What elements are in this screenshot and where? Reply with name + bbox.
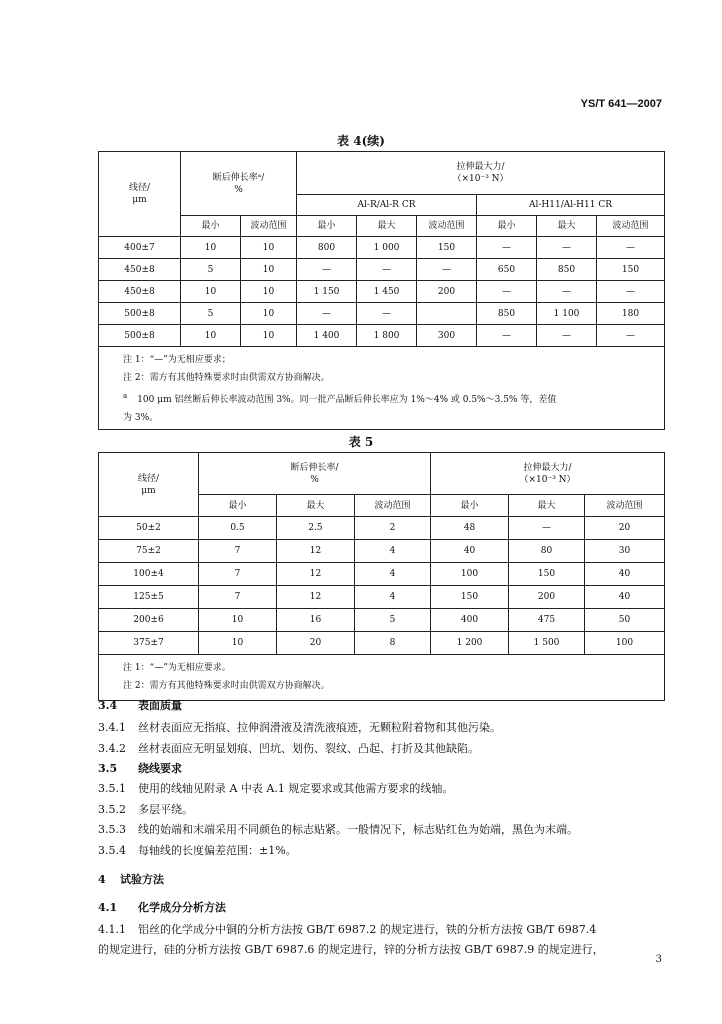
table-5: [98, 452, 665, 701]
table-cell: 5: [355, 609, 431, 632]
table-cell: 48: [431, 517, 509, 540]
table-cell: 200±6: [99, 609, 199, 632]
table-cell: 7: [199, 563, 277, 586]
section-4-heading: 4 试验方法: [98, 873, 164, 886]
col-label: 波动范围: [597, 216, 665, 237]
footnote-a-cont: 为 3%。: [123, 413, 159, 423]
table-row: [99, 563, 665, 586]
table-cell: 180: [597, 303, 665, 325]
table4-notes: [99, 347, 665, 430]
table-cell: 100: [585, 632, 665, 655]
clause-4-1-1: 4.1.1 铝丝的化学成分中铜的分析方法按 GB/T 6987.2 的规定进行，铁的分析方法按 GB/T 6987.4: [98, 923, 597, 936]
table-cell: 5: [181, 303, 241, 325]
table-cell: 300: [417, 325, 477, 347]
table-cell: —: [597, 281, 665, 303]
table-cell: 200: [417, 281, 477, 303]
section-3-4-heading: 3.4 表面质量: [98, 699, 182, 712]
clause-4-1-1-cont: 的规定进行，硅的分析方法按 GB/T 6987.6 的规定进行，锌的分析方法按 GB/T 6987.9 的规定进行，: [98, 943, 604, 956]
table-cell: 0.5: [199, 517, 277, 540]
table-cell: 50±2: [99, 517, 199, 540]
table-cell: 4: [355, 540, 431, 563]
page-number: 3: [655, 954, 662, 965]
footnote-a: $^a$ 100 μm 铝丝断后伸长率波动范围 3%。同一批产品断后伸长率应为 1%～4% 或 0.5%～3.5% 等，差值: [123, 392, 557, 405]
table-cell: 850: [537, 259, 597, 281]
table-cell: 5: [181, 259, 241, 281]
table-cell: 16: [277, 609, 355, 632]
col-header-elongation: 断后伸长率/ %: [199, 453, 431, 495]
col-label: 最小: [297, 216, 357, 237]
table-cell: 400: [431, 609, 509, 632]
table-cell: —: [537, 237, 597, 259]
table-cell: 20: [277, 632, 355, 655]
standard-code: YS/T 641—2007: [580, 98, 662, 110]
table-cell: 1 450: [357, 281, 417, 303]
table-cell: 1 800: [357, 325, 417, 347]
table-cell: —: [417, 259, 477, 281]
col-label: 最大: [537, 216, 597, 237]
section-3-5-heading: 3.5 绕线要求: [98, 762, 182, 775]
col-label: 波动范围: [241, 216, 297, 237]
table-cell: 1 100: [537, 303, 597, 325]
clause-3-5-3: 3.5.3 线的始端和末端采用不同颜色的标志贴紧。一般情况下，标志贴红色为始端，黑色为末端。: [98, 823, 578, 836]
table-cell: 12: [277, 563, 355, 586]
table-cell: 125±5: [99, 586, 199, 609]
table-cell: —: [477, 237, 537, 259]
table-cell: 10: [181, 281, 241, 303]
col-label: 最大: [277, 495, 355, 517]
table-cell: —: [297, 259, 357, 281]
col-label: 最小: [181, 216, 241, 237]
table-cell: 1 150: [297, 281, 357, 303]
table-cell: —: [597, 237, 665, 259]
table-row: [99, 325, 665, 347]
table-cell: 10: [181, 325, 241, 347]
table5-caption: 表 5: [348, 435, 374, 449]
table-cell: 500±8: [99, 303, 181, 325]
table-cell: —: [357, 303, 417, 325]
table-cell: —: [537, 281, 597, 303]
table-cell: 1 000: [357, 237, 417, 259]
col-header-tensile: 拉伸最大力/ （×10⁻³ N）: [297, 152, 665, 195]
col-header-diameter: 线径/ μm: [99, 152, 181, 237]
table-cell: 12: [277, 586, 355, 609]
col-header-elongation: 断后伸长率ᵃ/ %: [181, 152, 297, 216]
table-cell: 100: [431, 563, 509, 586]
table-cell: 650: [477, 259, 537, 281]
note-2: 注 2：需方有其他特殊要求时由供需双方协商解决。: [123, 681, 330, 691]
note-2: 注 2：需方有其他特殊要求时由供需双方协商解决。: [123, 373, 330, 383]
column-labels: [99, 216, 665, 237]
table-cell: 10: [241, 281, 297, 303]
section-4-1-heading: 4.1 化学成分分析方法: [98, 901, 226, 914]
table-row: [99, 586, 665, 609]
table-cell: 2: [355, 517, 431, 540]
table-cell: 10: [181, 237, 241, 259]
table-cell: 450±8: [99, 259, 181, 281]
col-header-tensile: 拉伸最大力/ （×10⁻³ N）: [431, 453, 665, 495]
table-row: [99, 303, 665, 325]
table-cell: 4: [355, 586, 431, 609]
table-cell: 30: [585, 540, 665, 563]
table-cell: 500±8: [99, 325, 181, 347]
table-cell: 800: [297, 237, 357, 259]
table-cell: 150: [431, 586, 509, 609]
table-cell: 10: [241, 237, 297, 259]
table-cell: —: [477, 325, 537, 347]
clause-3-5-2: 3.5.2 多层平绕。: [98, 803, 193, 816]
table-cell: —: [597, 325, 665, 347]
table-cell: 7: [199, 540, 277, 563]
table-cell: 10: [241, 303, 297, 325]
table-cell: 40: [585, 563, 665, 586]
table5-notes: [99, 655, 665, 701]
table-cell: 450±8: [99, 281, 181, 303]
table-cell: 50: [585, 609, 665, 632]
col-label: 波动范围: [585, 495, 665, 517]
table-cell: 400±7: [99, 237, 181, 259]
table-cell: 200: [509, 586, 585, 609]
table-row: [99, 609, 665, 632]
clause-3-5-4: 3.5.4 每轴线的长度偏差范围：±1%。: [98, 844, 297, 857]
table-cell: 80: [509, 540, 585, 563]
table-cell: [417, 303, 477, 325]
table-cell: 150: [597, 259, 665, 281]
note-1: 注 1：“—”为无相应要求；: [123, 355, 231, 365]
sub-header-al-r: Al-R/Al-R CR: [297, 195, 477, 216]
table-4: [98, 151, 665, 430]
table4-caption: 表 4(续): [337, 134, 385, 148]
table-cell: —: [509, 517, 585, 540]
col-label: 最小: [477, 216, 537, 237]
table-cell: 375±7: [99, 632, 199, 655]
note-1: 注 1：“—”为无相应要求。: [123, 663, 231, 673]
table-cell: 2.5: [277, 517, 355, 540]
col-label: 最大: [509, 495, 585, 517]
table-cell: 150: [417, 237, 477, 259]
table-cell: 475: [509, 609, 585, 632]
col-header-diameter: 线径/ μm: [99, 453, 199, 517]
table-cell: 40: [585, 586, 665, 609]
table-cell: 1 200: [431, 632, 509, 655]
table-cell: —: [357, 259, 417, 281]
col-label: 最小: [199, 495, 277, 517]
col-label: 最大: [357, 216, 417, 237]
col-label: 最小: [431, 495, 509, 517]
col-label: 波动范围: [417, 216, 477, 237]
table-cell: 150: [509, 563, 585, 586]
table-cell: 7: [199, 586, 277, 609]
table-cell: 850: [477, 303, 537, 325]
table-cell: 8: [355, 632, 431, 655]
table-row: [99, 517, 665, 540]
table-cell: 75±2: [99, 540, 199, 563]
table-cell: —: [537, 325, 597, 347]
table-cell: 1 500: [509, 632, 585, 655]
clause-3-4-2: 3.4.2 丝材表面应无明显划痕、凹坑、划伤、裂纹、凸起、打折及其他缺陷。: [98, 742, 479, 755]
table-row: [99, 281, 665, 303]
table-row: [99, 632, 665, 655]
table-row: [99, 540, 665, 563]
table-cell: —: [477, 281, 537, 303]
sub-header-al-h11: Al-H11/Al-H11 CR: [477, 195, 665, 216]
clause-3-4-1: 3.4.1 丝材表面应无指痕、拉伸润滑液及清洗液痕迹，无颗粒附着物和其他污染。: [98, 721, 501, 734]
table-cell: 10: [199, 609, 277, 632]
table-cell: 10: [241, 325, 297, 347]
table-cell: —: [297, 303, 357, 325]
table-cell: 20: [585, 517, 665, 540]
col-label: 波动范围: [355, 495, 431, 517]
table-cell: 1 400: [297, 325, 357, 347]
table-row: [99, 237, 665, 259]
table-row: [99, 259, 665, 281]
clause-3-5-1: 3.5.1 使用的线轴见附录 A 中表 A.1 规定要求或其他需方要求的线轴。: [98, 782, 454, 795]
table-cell: 4: [355, 563, 431, 586]
table-cell: 12: [277, 540, 355, 563]
table-cell: 10: [241, 259, 297, 281]
table-cell: 40: [431, 540, 509, 563]
table-cell: 10: [199, 632, 277, 655]
table-cell: 100±4: [99, 563, 199, 586]
